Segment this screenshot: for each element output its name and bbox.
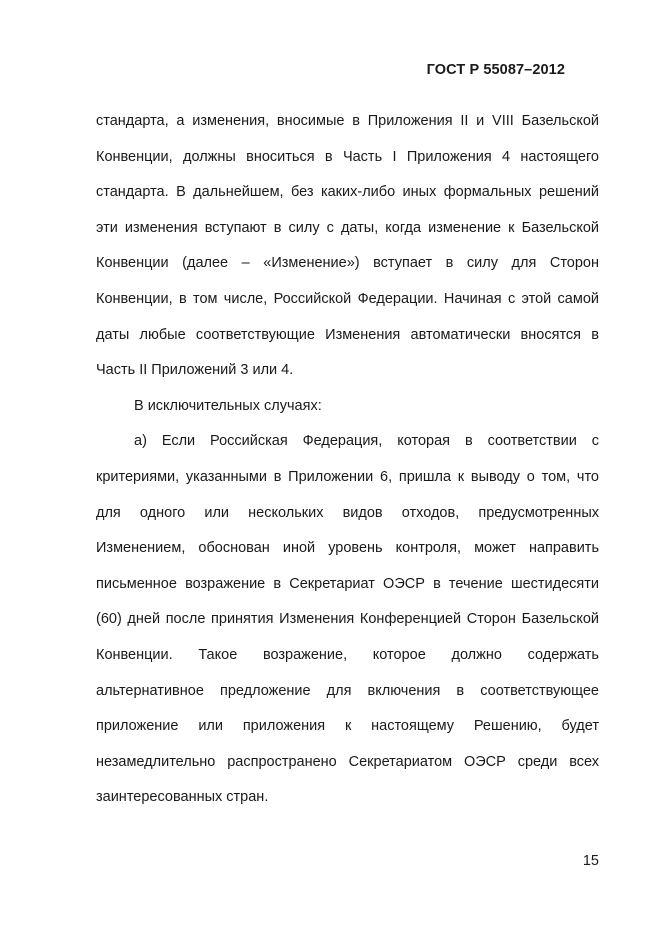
paragraph-item-a: а) Если Российская Федерация, которая в соответствии с критериями, указанными в Приложении 6, пришла к выводу о том, что для одного или нескольких видов отходов, предусмотренных Изменением, обоснован иной уровень контроля, может направить письменное возражение в Секретариат ОЭСР в течение шестидесяти (60) дней после принятия Изменения Конференцией Сторон Базельской Конвенции. Такое возражение, которое должно содержать альтернативное предложение для включения в соответствующее приложение или приложения к настоящему Решению, будет незамедлительно распространено Секретариатом ОЭСР среди всех заинтересованных стран. bbox=[96, 433, 599, 806]
page-number: 15 bbox=[582, 853, 599, 869]
document-body bbox=[96, 104, 599, 816]
paragraph-continuation: стандарта, а изменения, вносимые в Приложения II и VIII Базельской Конвенции, должны вноситься в Часть I Приложения 4 настоящего стандарта. В дальнейшем, без каких-либо иных формальных решений эти изменения вступают в силу с даты, когда изменение к Базельской Конвенции (далее – «Изменение») вступает в силу для Сторон Конвенции, в том числе, Российской Федерации. Начиная с этой самой даты любые соответствующие Изменения автоматически вносятся в Часть II Приложений 3 или 4. bbox=[96, 113, 599, 379]
document-code-header: ГОСТ Р 55087–2012 bbox=[426, 62, 565, 78]
paragraph-exceptional-cases: В исключительных случаях: bbox=[134, 397, 322, 414]
